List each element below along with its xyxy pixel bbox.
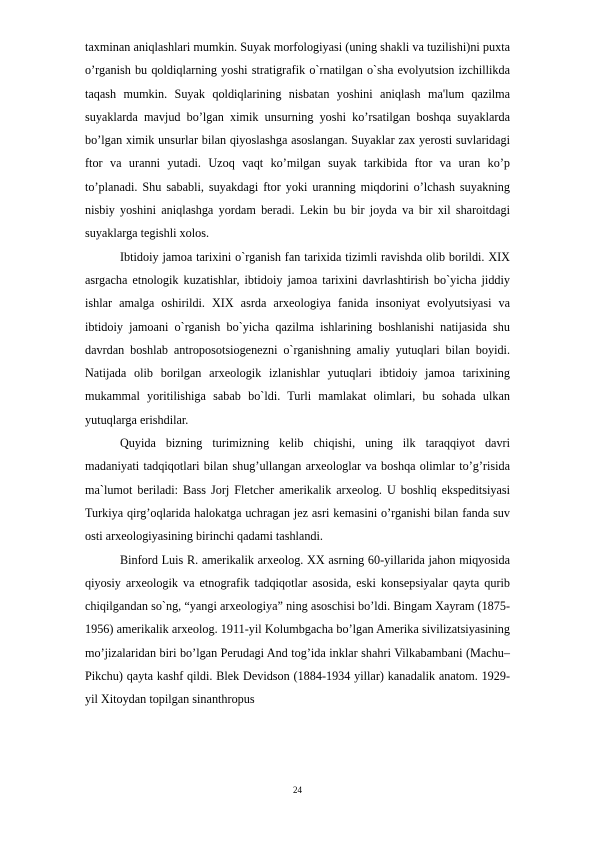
paragraph-3: Quyida bizning turimizning kelib chiqishi, uning ilk taraqqiyot davri madaniyati tadqiqotlari bilan shug’ullangan arxeologlar va boshqa olimlar to’g’risida ma`lumot beriladi: Bass Jorj Fletcher amerikalik arxeolog. U boshliq ekspeditsiyasi Turkiya qirg’oqlarida halokatga uchragan jez asri kemasini o’rganishi bilan fanda suv osti arxeologiyasining birinchi qadami tashlandi. bbox=[85, 436, 510, 544]
paragraph-1: taxminan aniqlashlari mumkin. Suyak morfologiyasi (uning shakli va tuzilishi)ni puxta o’rganish bu qoldiqlarning yoshi stratigrafik o`rnatilgan o`sha evolyutsion izchillikda taqash mumkin. Suyak qoldiqlarining nisbatan yoshini aniqlash ma'lum qazilma suyaklarda mavjud bo’lgan ximik unsurning yoshi ko’rsatilgan boshqa suyaklarda bo’lgan ximik unsurlar bilan qiyoslashga asoslangan. Suyaklar zax yerosti suvlaridagi ftor va uranni yutadi. Uzoq vaqt ko’milgan suyak tarkibida ftor va uran ko’p to’planadi. Shu sababli, suyakdagi ftor yoki uranning miqdorini o’lchash suyakning nisbiy yoshini aniqlashga yordam beradi. Lekin bu bir joyda va bir xil sharoitdagi suyaklarga tegishli xolos. bbox=[85, 40, 510, 241]
paragraph-2: Ibtidoiy jamoa tarixini o`rganish fan tarixida tizimli ravishda olib borildi. XIX asrgacha etnologik kuzatishlar, ibtidoiy jamoa tarixini davrlashtirish bo`yicha jiddiy ishlar amalga oshirildi. XIX asrda arxeologiya fanida insoniyat evolyutsiyasi va ibtidoiy jamoani o`rganish bo`yicha qazilma ishlarining boshlanishi natijasida shu davrdan boshlab antroposotsiogenezni o`rganishning amaliy yutuqlari bilan boyidi. Natijada olib borilgan arxeologik izlanishlar yutuqlari ibtidoiy jamoa tarixining mukammal yoritilishiga sabab bo`ldi. Turli mamlakat olimlari, bu sohada ulkan yutuqlarga erishdilar. bbox=[85, 249, 510, 427]
page-number: 24 bbox=[293, 785, 302, 795]
paragraph-4: Binford Luis R. amerikalik arxeolog. XX asrning 60-yillarida jahon miqyosida qiyosiy arxeologik va etnografik tadqiqotlar asosida, eski konsepsiyalar qayta qurib chiqilgandan so`ng, “yangi arxeologiya” ning asoschisi bo’ldi. Bingam Xayram (1875-1956) amerikalik arxeolog. 1911-yil Kolumbgacha bo’lgan Amerika sivilizatsiyasining mo’jizalaridan biri bo’lgan Perudagi And tog’ida inklar shahri Vilkabambani (Machu–Pikchu) qayta kashf qildi. Blek Devidson (1884-1934 yillar) kanadalik anatom. 1929-yil Xitoydan topilgan sinanthropus bbox=[85, 552, 510, 707]
document-page bbox=[85, 36, 510, 712]
